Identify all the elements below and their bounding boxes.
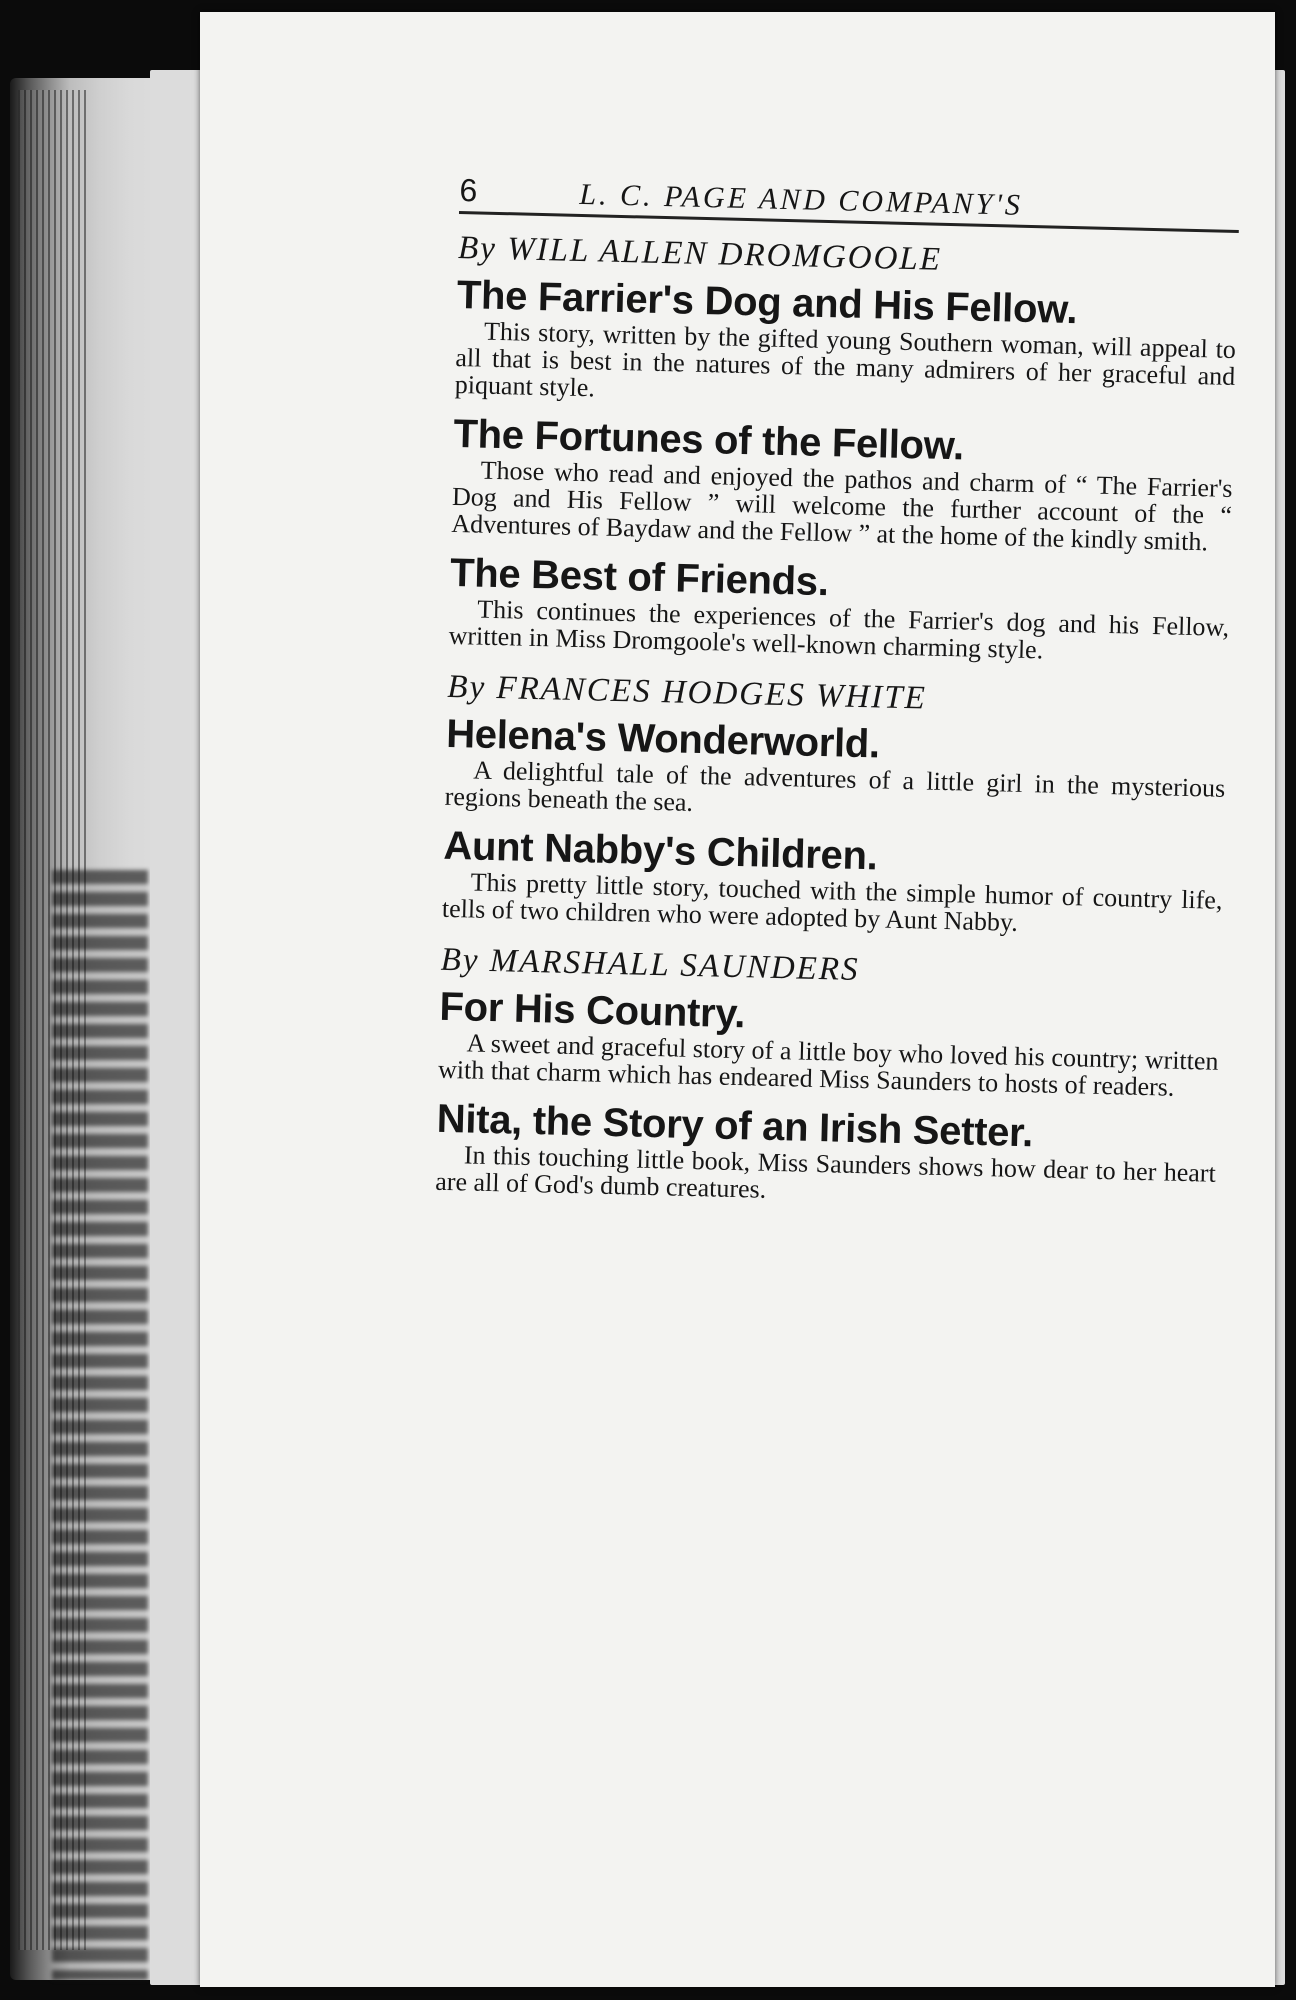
running-head: L. C. PAGE AND COMPANY'S bbox=[579, 177, 1024, 222]
page-header bbox=[459, 172, 1240, 233]
book-title: Helena's Wonderworld. bbox=[445, 711, 881, 767]
book-description: In this touching little book, Miss Saunders shows how dear to her heart are all of God's dumb creatures. bbox=[434, 1140, 1217, 1204]
spine-lettering-image bbox=[52, 870, 148, 1980]
book-description: This pretty little story, touched with the simple humor of country life, tells of two children who were adopted by Aunt Nabby. bbox=[441, 867, 1223, 937]
catalog-page bbox=[200, 12, 1275, 1987]
book-title: The Best of Friends. bbox=[449, 550, 830, 605]
book-description: A delightful tale of the adventures of a little girl in the mysterious regions beneath the sea. bbox=[444, 755, 1226, 817]
book-title: The Fortunes of the Fellow. bbox=[453, 411, 965, 469]
book-title: Nita, the Story of an Irish Setter. bbox=[436, 1096, 1034, 1156]
page-number: 6 bbox=[459, 172, 479, 209]
book-description: Those who read and enjoyed the pathos and charm of “ The Farrier's Dog and His Fellow ” will welcome the further account of the “ Adventures of Baydaw and the Fellow ” at the home of the kindly smith. bbox=[451, 455, 1233, 557]
book-title: Aunt Nabby's Children. bbox=[442, 823, 878, 879]
book-description: This story, written by the gifted young Southern woman, will appeal to all that is best in the natures of the many admirers of her graceful and piquant style. bbox=[454, 316, 1237, 403]
book-description: A sweet and graceful story of a little boy who loved his country; written with that charm which has endeared Miss Saunders to hosts of readers. bbox=[437, 1028, 1219, 1102]
book-title: The Farrier's Dog and His Fellow. bbox=[456, 272, 1078, 333]
book-title: For His Country. bbox=[439, 984, 746, 1037]
author-heading: By MARSHALL SAUNDERS bbox=[440, 941, 860, 988]
author-heading: By FRANCES HODGES WHITE bbox=[446, 668, 928, 717]
author-heading: By WILL ALLEN DROMGOOLE bbox=[457, 229, 943, 278]
page-content bbox=[435, 172, 1240, 1228]
book-description: This continues the experiences of the Farrier's dog and his Fellow, written in Miss Dromgoole's well-known charming style. bbox=[448, 594, 1230, 665]
